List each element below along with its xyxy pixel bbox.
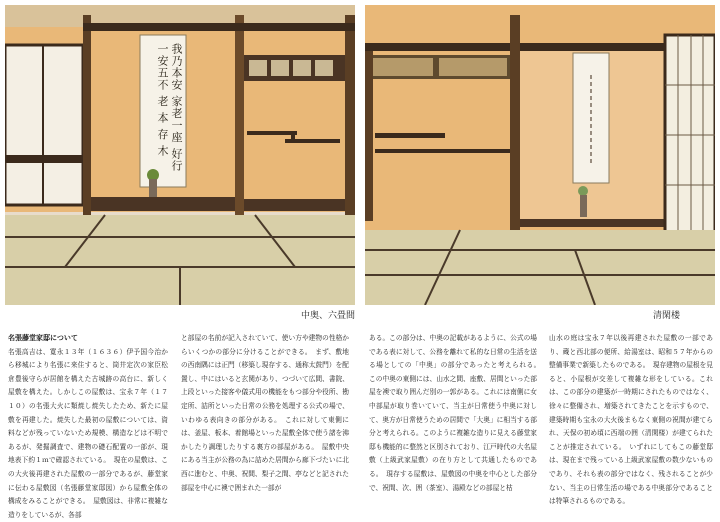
photo-six-mat-room <box>5 5 355 305</box>
seikanro-illustration <box>365 5 715 305</box>
flower-arrangement-right <box>578 186 588 196</box>
article-text-1: 名張高吉は、寛永１３年（１６３６）伊予国今治から移城により名張に来住すると、筒井定次の家臣松倉豊後守らが居館を構えた古城跡の高台に、新しく屋敷を構えた。しかしこの屋敷は、宝永７年（１７１０）の名張大火に類焼し焼失したため、新たに屋敷を再建した。焼失した最初の屋敷については、資料などが残っていないため規模、構造などは不明であるが、発掘調査で、建物の礎石配置の一部が、現地表下約１ｍで確認されている。 現在の屋敷は、この大火後再建された屋敷の一部分であるが、藤堂家に伝わる屋敷図（名張藤堂家邸図）から屋敷全体の構成をみることができる。 屋敷図は、非常に複雑な造りをしているが、各部 <box>8 347 168 519</box>
article-column-4 <box>549 332 713 509</box>
article-column-3 <box>369 332 544 495</box>
article-text-3: ある。この部分は、中奥の記載があるように、公式の場である表に対して、公務を離れて私的な日常の生活を送る場としての「中奥」の部分であったと考えられる。 この中奥の東側には、山水之間、座敷、居間といった部屋を襖で取り囲んだ別の一郭がある。これには南側に女中部屋が取り巻いていて、当主が日常使う中奥に対して、奥方が日常使うための居間で「大奥」に相当する部分と考えられる。このように複雑な造りに見える藤堂家邸も機能的に整然と区別されており、江戸時代の大名屋敷（上級武家屋敷）の在り方として共通したものである。 現存する屋敷は、屋敷図の中奥を中心とした部分で、祝間、次、囲（茶室）、湯殿などの部屋と枯 <box>369 334 544 492</box>
photo-seikanro <box>365 5 715 305</box>
article-heading: 名張藤堂家邸について <box>8 334 78 342</box>
tokobashira-post <box>235 15 244 215</box>
article-text-2: と部屋の名前が記入されていて、使い方や建物の性格からいくつかの部分に分けることができる。 まず、敷地の西南隅には正門（移築し現存する、通称太鼓門）を配置し、中にはいると玄関があり、つづいて広間、書院、上段といった接客や儀式用の機能をもつ部分や役所、勘定所、詰所といった日常の公務を処理する公式の場で、いわゆる表向きの部分がある。 これに対して東側には、釜屋、板本、着館場といった屋敷全体で使う諸を沸かしたり調理したりする裏方の部屋がある。 屋敷中央にある当主が公務の為に詰めた居間から廊下づたいに北西に進むと、中奥、祝間、梨子之間、亭などと記された部屋を中心に襖で囲まれた一部が <box>181 334 349 492</box>
staggered-shelf <box>247 131 297 135</box>
tatami-floor-right <box>365 230 715 305</box>
article-column-1 <box>8 332 168 522</box>
article-column-2 <box>181 332 349 495</box>
scroll-calligraphy: 我乃本安 家老一座 好行一安五不 老 本 存 木 <box>156 43 183 172</box>
article-text-4: 山水の庭は宝永７年以後再建された屋敷の一部であり、蔵と西北部の便所、給湯室は、昭和５７年からの整備事業で新築したものである。 現存建物の屋根を見ると、小屋根が交差して複雑な形をしている。これは、この部分の建築が一時期にされたものではなく、徐々に整備され、増築されてきたことを示すもので、建築時期も宝永の大火後まもなく東側の祝間が建てられ、天保の初め頃に西端の囲（清閑楼）が建てられたことが推定されている。 いずれにしてもこの藤堂邸は、現在まで残っている上級武家屋敷の数少ないものであり、それも表の部分ではなく、残されることが少ない、当主の日常生活の場である中奥部分であることは特筆されるものである。 <box>549 334 713 506</box>
caption-right: 清閑楼 <box>652 311 680 321</box>
center-post <box>510 15 520 230</box>
caption-left: 中奥、六畳間 <box>300 311 355 321</box>
